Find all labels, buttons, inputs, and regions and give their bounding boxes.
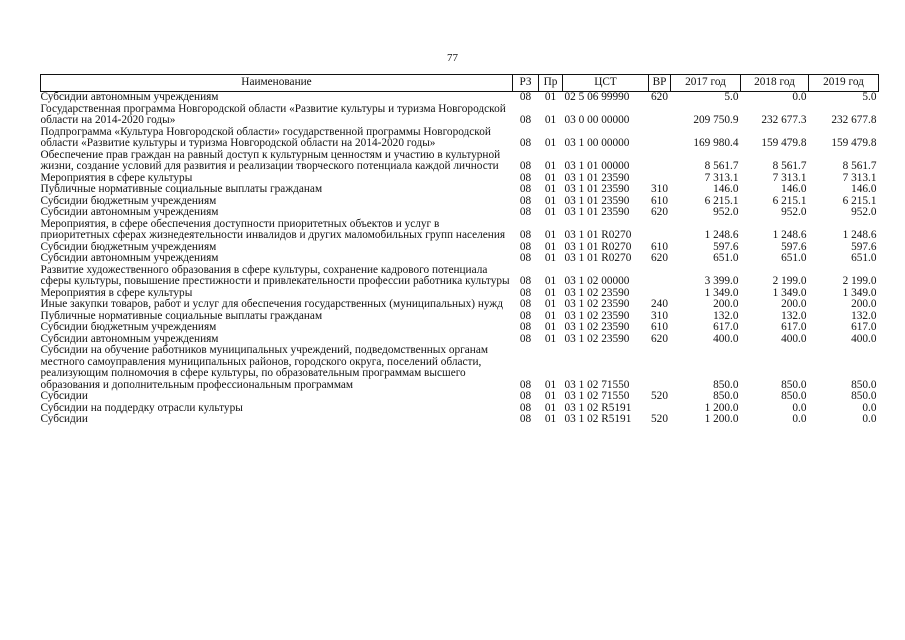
row-value-2019: 400.0 xyxy=(851,332,877,345)
row-rz: 08 xyxy=(519,390,532,402)
row-pr: 01 xyxy=(544,275,557,287)
row-pr: 01 xyxy=(544,206,557,218)
row-pr: 01 xyxy=(544,229,557,241)
row-value-2017: 617.0 xyxy=(713,321,739,333)
row-cst: 03 1 02 71550 xyxy=(564,390,630,402)
row-cst: 03 1 01 23590 xyxy=(564,194,630,207)
row-cst: 03 1 02 00000 xyxy=(564,275,630,287)
row-name: Мероприятия в сфере культуры xyxy=(40,286,193,299)
row-pr: 01 xyxy=(544,137,557,149)
row-vr xyxy=(649,345,671,391)
row-rz: 08 xyxy=(519,171,532,184)
row-pr: 01 xyxy=(544,240,557,253)
row-value-2017: 1 200.0 xyxy=(704,401,739,414)
row-value-2019: 159 479.8 xyxy=(831,137,877,149)
row-name: Мероприятия, в сфере обеспечения доступности приоритетных объектов и услуг в приоритетных сферах жизнедеятельности инвалидов и других маломобильных групп населения xyxy=(40,217,506,241)
row-value-2018: 7 313.1 xyxy=(772,171,807,184)
row-value-2019: 952.0 xyxy=(851,206,877,218)
row-rz: 08 xyxy=(519,286,532,299)
row-pr: 01 xyxy=(544,183,557,195)
row-value-2019: 850.0 xyxy=(851,390,877,402)
row-vr: 310 xyxy=(651,309,668,322)
row-value-2018: 2 199.0 xyxy=(772,275,807,287)
row-cst: 03 1 02 71550 xyxy=(564,378,630,391)
table-row xyxy=(41,150,879,173)
row-value-2017: 1 200.0 xyxy=(704,413,739,425)
table-header-row xyxy=(41,75,879,92)
table-body xyxy=(41,92,879,426)
row-cst: 03 1 01 R0270 xyxy=(564,229,632,241)
row-pr: 01 xyxy=(544,91,557,103)
row-value-2017: 132.0 xyxy=(713,309,739,322)
row-cst: 03 1 01 R0270 xyxy=(564,240,632,253)
row-value-2017: 850.0 xyxy=(713,378,739,391)
row-pr: 01 xyxy=(544,160,557,172)
row-name: Государственная программа Новгородской области «Развитие культуры и туризма Новгородской области на 2014-2020 годы» xyxy=(40,102,506,126)
header-2018: 2018 год xyxy=(741,75,809,92)
row-rz: 08 xyxy=(519,206,532,218)
row-value-2018: 200.0 xyxy=(781,298,807,310)
row-pr: 01 xyxy=(544,309,557,322)
row-cst: 03 1 02 R5191 xyxy=(564,413,632,425)
row-rz: 08 xyxy=(519,114,532,126)
row-value-2017: 169 980.4 xyxy=(693,137,739,149)
row-cst: 03 1 02 23590 xyxy=(564,321,630,333)
row-value-2019: 7 313.1 xyxy=(842,171,877,184)
row-cst: 03 1 02 23590 xyxy=(564,332,630,345)
row-cst: 03 1 01 23590 xyxy=(564,183,630,195)
row-value-2017: 3 399.0 xyxy=(704,275,739,287)
row-vr: 240 xyxy=(651,298,668,310)
table-row xyxy=(41,299,879,311)
row-rz: 08 xyxy=(519,252,532,264)
table-row xyxy=(41,345,879,391)
table-row xyxy=(41,127,879,150)
row-value-2019: 597.6 xyxy=(851,240,877,253)
row-name: Развитие художественного образования в сфере культуры, сохранение кадрового потенциала сферы культуры, повышение престижности и привлекательности профессии работника культуры xyxy=(40,263,510,287)
header-2017: 2017 год xyxy=(671,75,741,92)
row-value-2019: 5.0 xyxy=(862,91,877,103)
row-rz: 08 xyxy=(519,91,532,103)
row-value-2019: 1 248.6 xyxy=(842,229,877,241)
row-name: Субсидии xyxy=(40,390,88,402)
row-rz: 08 xyxy=(519,401,532,414)
row-vr: 610 xyxy=(651,194,668,207)
row-value-2017: 209 750.9 xyxy=(693,114,739,126)
row-value-2018: 651.0 xyxy=(781,252,807,264)
row-rz: 08 xyxy=(519,413,532,425)
budget-table xyxy=(40,74,879,426)
row-value-2018: 8 561.7 xyxy=(772,160,807,172)
row-rz: 08 xyxy=(519,378,532,391)
row-name: Обеспечение прав граждан на равный доступ к культурным ценностям и участию в культурной жизни, создание условий для развития и реализации творческого потенциала каждой личности xyxy=(40,148,501,172)
table-row xyxy=(41,207,879,219)
row-pr: 01 xyxy=(544,378,557,391)
row-name: Подпрограмма «Культура Новгородской области» государственной программы Новгородской области «Развитие культуры и туризма Новгородской области на 2014-2020 годы» xyxy=(40,125,491,149)
row-rz: 08 xyxy=(519,309,532,322)
header-cst: ЦСТ xyxy=(563,75,649,92)
row-pr: 01 xyxy=(544,298,557,310)
row-name: Субсидии бюджетным учреждениям xyxy=(40,321,217,333)
row-value-2018: 6 215.1 xyxy=(772,194,807,207)
row-rz: 08 xyxy=(519,137,532,149)
table-row xyxy=(41,104,879,127)
page-number: 77 xyxy=(447,52,458,64)
row-value-2017: 1 248.6 xyxy=(704,229,739,241)
header-rz: РЗ xyxy=(513,75,539,92)
row-value-2018: 232 677.3 xyxy=(761,114,807,126)
row-value-2019: 0.0 xyxy=(862,413,877,425)
row-value-2018: 146.0 xyxy=(781,183,807,195)
table-row xyxy=(41,92,879,104)
table-row xyxy=(41,253,879,265)
row-vr: 610 xyxy=(651,321,668,333)
row-cst: 03 1 01 R0270 xyxy=(564,252,632,264)
row-value-2018: 0.0 xyxy=(792,401,807,414)
row-rz: 08 xyxy=(519,160,532,172)
row-value-2019: 617.0 xyxy=(851,321,877,333)
row-rz: 08 xyxy=(519,275,532,287)
row-value-2018: 400.0 xyxy=(781,332,807,345)
row-rz: 08 xyxy=(519,240,532,253)
row-value-2017: 1 349.0 xyxy=(704,286,739,299)
row-vr: 610 xyxy=(651,240,668,253)
row-value-2017: 7 313.1 xyxy=(704,171,739,184)
row-vr: 620 xyxy=(651,91,668,103)
row-pr: 01 xyxy=(544,390,557,402)
row-value-2018: 952.0 xyxy=(781,206,807,218)
row-name: Субсидии автономным учреждениям xyxy=(40,206,219,218)
header-pr: Пр xyxy=(539,75,563,92)
row-value-2017: 146.0 xyxy=(713,183,739,195)
row-value-2019: 6 215.1 xyxy=(842,194,877,207)
row-value-2018: 617.0 xyxy=(781,321,807,333)
row-value-2019: 2 199.0 xyxy=(842,275,877,287)
row-vr xyxy=(649,150,671,173)
row-cst: 02 5 06 99990 xyxy=(564,91,630,103)
row-value-2017: 400.0 xyxy=(713,332,739,345)
row-value-2019: 0.0 xyxy=(862,401,877,414)
row-value-2018: 159 479.8 xyxy=(761,137,807,149)
row-name: Мероприятия в сфере культуры xyxy=(40,171,193,184)
row-value-2018: 0.0 xyxy=(792,91,807,103)
row-value-2019: 200.0 xyxy=(851,298,877,310)
row-rz: 08 xyxy=(519,321,532,333)
row-value-2018: 1 349.0 xyxy=(772,286,807,299)
row-value-2017: 597.6 xyxy=(713,240,739,253)
row-rz: 08 xyxy=(519,229,532,241)
row-name: Субсидии xyxy=(40,413,88,425)
table-row xyxy=(41,219,879,242)
row-name: Иные закупки товаров, работ и услуг для обеспечения государственных (муниципальных) нужд xyxy=(40,298,503,310)
row-value-2017: 8 561.7 xyxy=(704,160,739,172)
row-name: Субсидии бюджетным учреждениям xyxy=(40,240,217,253)
row-rz: 08 xyxy=(519,194,532,207)
row-value-2017: 200.0 xyxy=(713,298,739,310)
table-row xyxy=(41,414,879,426)
row-name: Субсидии автономным учреждениям xyxy=(40,332,219,345)
row-vr: 620 xyxy=(651,252,668,264)
row-name: Субсидии автономным учреждениям xyxy=(40,252,219,264)
row-name: Публичные нормативные социальные выплаты гражданам xyxy=(40,183,323,195)
row-pr: 01 xyxy=(544,194,557,207)
row-cst: 03 1 01 23590 xyxy=(564,171,630,184)
row-vr: 520 xyxy=(651,413,668,425)
row-cst: 03 1 01 23590 xyxy=(564,206,630,218)
table-row xyxy=(41,322,879,334)
row-vr xyxy=(649,265,671,288)
header-vr: ВР xyxy=(649,75,671,92)
table-row xyxy=(41,403,879,415)
table-row xyxy=(41,184,879,196)
row-rz: 08 xyxy=(519,298,532,310)
row-vr xyxy=(649,104,671,127)
row-value-2017: 6 215.1 xyxy=(704,194,739,207)
row-vr: 310 xyxy=(651,183,668,195)
row-vr xyxy=(649,219,671,242)
row-name: Субсидии на обучение работников муниципальных учреждений, подведомственных органам местного самоуправления муниципальных районов, городского округа, поселений области, реализующим полномочия в сфере культуры, по образовательным программам высшего образования и дополнительным профессиональным программам xyxy=(40,344,489,391)
row-pr: 01 xyxy=(544,413,557,425)
row-value-2019: 132.0 xyxy=(851,309,877,322)
row-value-2017: 952.0 xyxy=(713,206,739,218)
row-value-2019: 850.0 xyxy=(851,378,877,391)
row-cst: 03 0 00 00000 xyxy=(564,114,630,126)
row-rz: 08 xyxy=(519,183,532,195)
row-value-2018: 850.0 xyxy=(781,390,807,402)
row-pr: 01 xyxy=(544,332,557,345)
row-value-2019: 232 677.8 xyxy=(831,114,877,126)
row-name: Субсидии на поддердку отрасли культуры xyxy=(40,401,243,414)
row-cst: 03 1 02 23590 xyxy=(564,298,630,310)
row-value-2018: 850.0 xyxy=(781,378,807,391)
row-vr: 620 xyxy=(651,206,668,218)
row-value-2019: 1 349.0 xyxy=(842,286,877,299)
row-pr: 01 xyxy=(544,321,557,333)
row-cst: 03 1 02 R5191 xyxy=(564,401,632,414)
row-name: Публичные нормативные социальные выплаты гражданам xyxy=(40,309,323,322)
row-vr: 620 xyxy=(651,332,668,345)
table-row xyxy=(41,391,879,403)
row-cst: 03 1 02 23590 xyxy=(564,286,630,299)
row-value-2018: 597.6 xyxy=(781,240,807,253)
row-pr: 01 xyxy=(544,401,557,414)
row-pr: 01 xyxy=(544,171,557,184)
row-value-2018: 132.0 xyxy=(781,309,807,322)
row-value-2018: 1 248.6 xyxy=(772,229,807,241)
row-cst: 03 1 01 00000 xyxy=(564,160,630,172)
row-pr: 01 xyxy=(544,252,557,264)
row-name: Субсидии автономным учреждениям xyxy=(40,91,219,103)
row-value-2017: 651.0 xyxy=(713,252,739,264)
row-rz: 08 xyxy=(519,332,532,345)
table-row xyxy=(41,265,879,288)
row-value-2019: 146.0 xyxy=(851,183,877,195)
row-cst: 03 1 02 23590 xyxy=(564,309,630,322)
header-name: Наименование xyxy=(41,75,513,92)
row-value-2018: 0.0 xyxy=(792,413,807,425)
row-value-2017: 5.0 xyxy=(724,91,739,103)
row-vr: 520 xyxy=(651,390,668,402)
header-2019: 2019 год xyxy=(809,75,879,92)
row-name: Субсидии бюджетным учреждениям xyxy=(40,194,217,207)
row-value-2019: 651.0 xyxy=(851,252,877,264)
row-pr: 01 xyxy=(544,286,557,299)
row-value-2017: 850.0 xyxy=(713,390,739,402)
row-value-2019: 8 561.7 xyxy=(842,160,877,172)
row-cst: 03 1 00 00000 xyxy=(564,137,630,149)
row-vr xyxy=(649,127,671,150)
row-pr: 01 xyxy=(544,114,557,126)
